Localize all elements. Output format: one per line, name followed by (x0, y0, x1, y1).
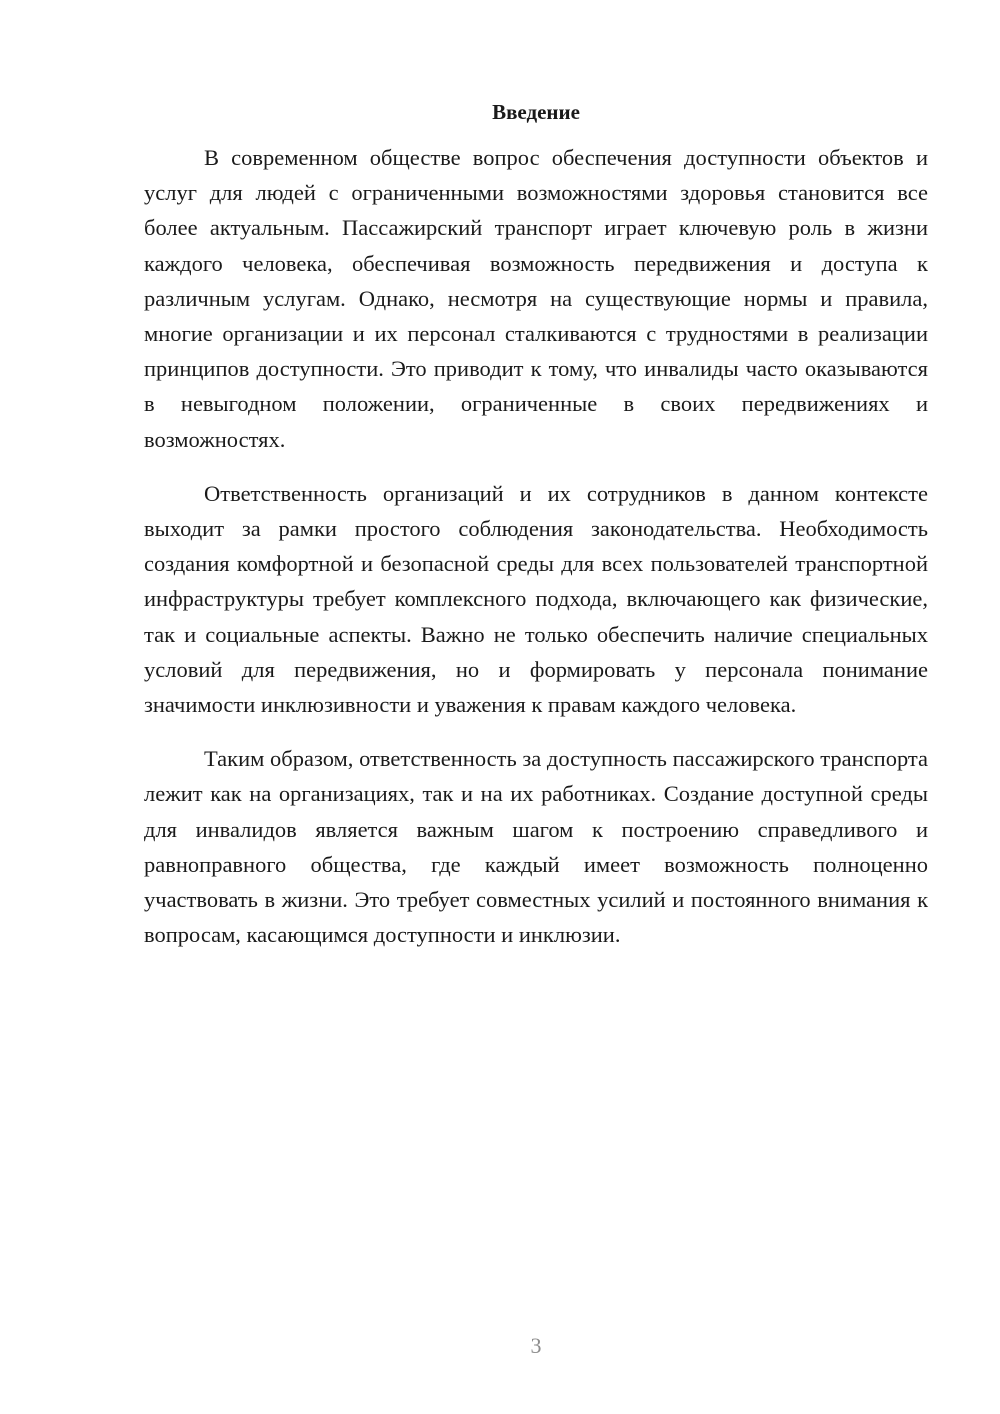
body-text (144, 140, 928, 952)
page-number: 3 (530, 1333, 542, 1358)
paragraph-2: Ответственность организаций и их сотрудников в данном контексте выходит за рамки простого соблюдения законодательства. Необходимость создания комфортной и безопасной среды для всех пользователей транспортной инфраструктуры требует комплексного подхода, включающего как физические, так и социальные аспекты. Важно не только обеспечить наличие специальных условий для передвижения, но и формировать у персонала понимание значимости инклюзивности и уважения к правам каждого человека. (144, 480, 928, 718)
page-title: Введение (492, 100, 580, 124)
paragraph-3: Таким образом, ответственность за доступность пассажирского транспорта лежит как на организациях, так и на их работниках. Создание доступной среды для инвалидов является важным шагом к построению справедливого и равноправного общества, где каждый имеет возможность полноценно участвовать в жизни. Это требует совместных усилий и постоянного внимания к вопросам, касающимся доступности и инклюзии. (144, 746, 928, 948)
paragraph-1: В современном обществе вопрос обеспечения доступности объектов и услуг для людей с ограниченными возможностями здоровья становится все более актуальным. Пассажирский транспорт играет ключевую роль в жизни каждого человека, обеспечивая возможность передвижения и доступа к различным услугам. Однако, несмотря на существующие нормы и правила, многие организации и их персонал сталкиваются с трудностями в реализации принципов доступности. Это приводит к тому, что инвалиды часто оказываются в невыгодном положении, ограниченные в своих передвижениях и возможностях. (144, 145, 928, 452)
